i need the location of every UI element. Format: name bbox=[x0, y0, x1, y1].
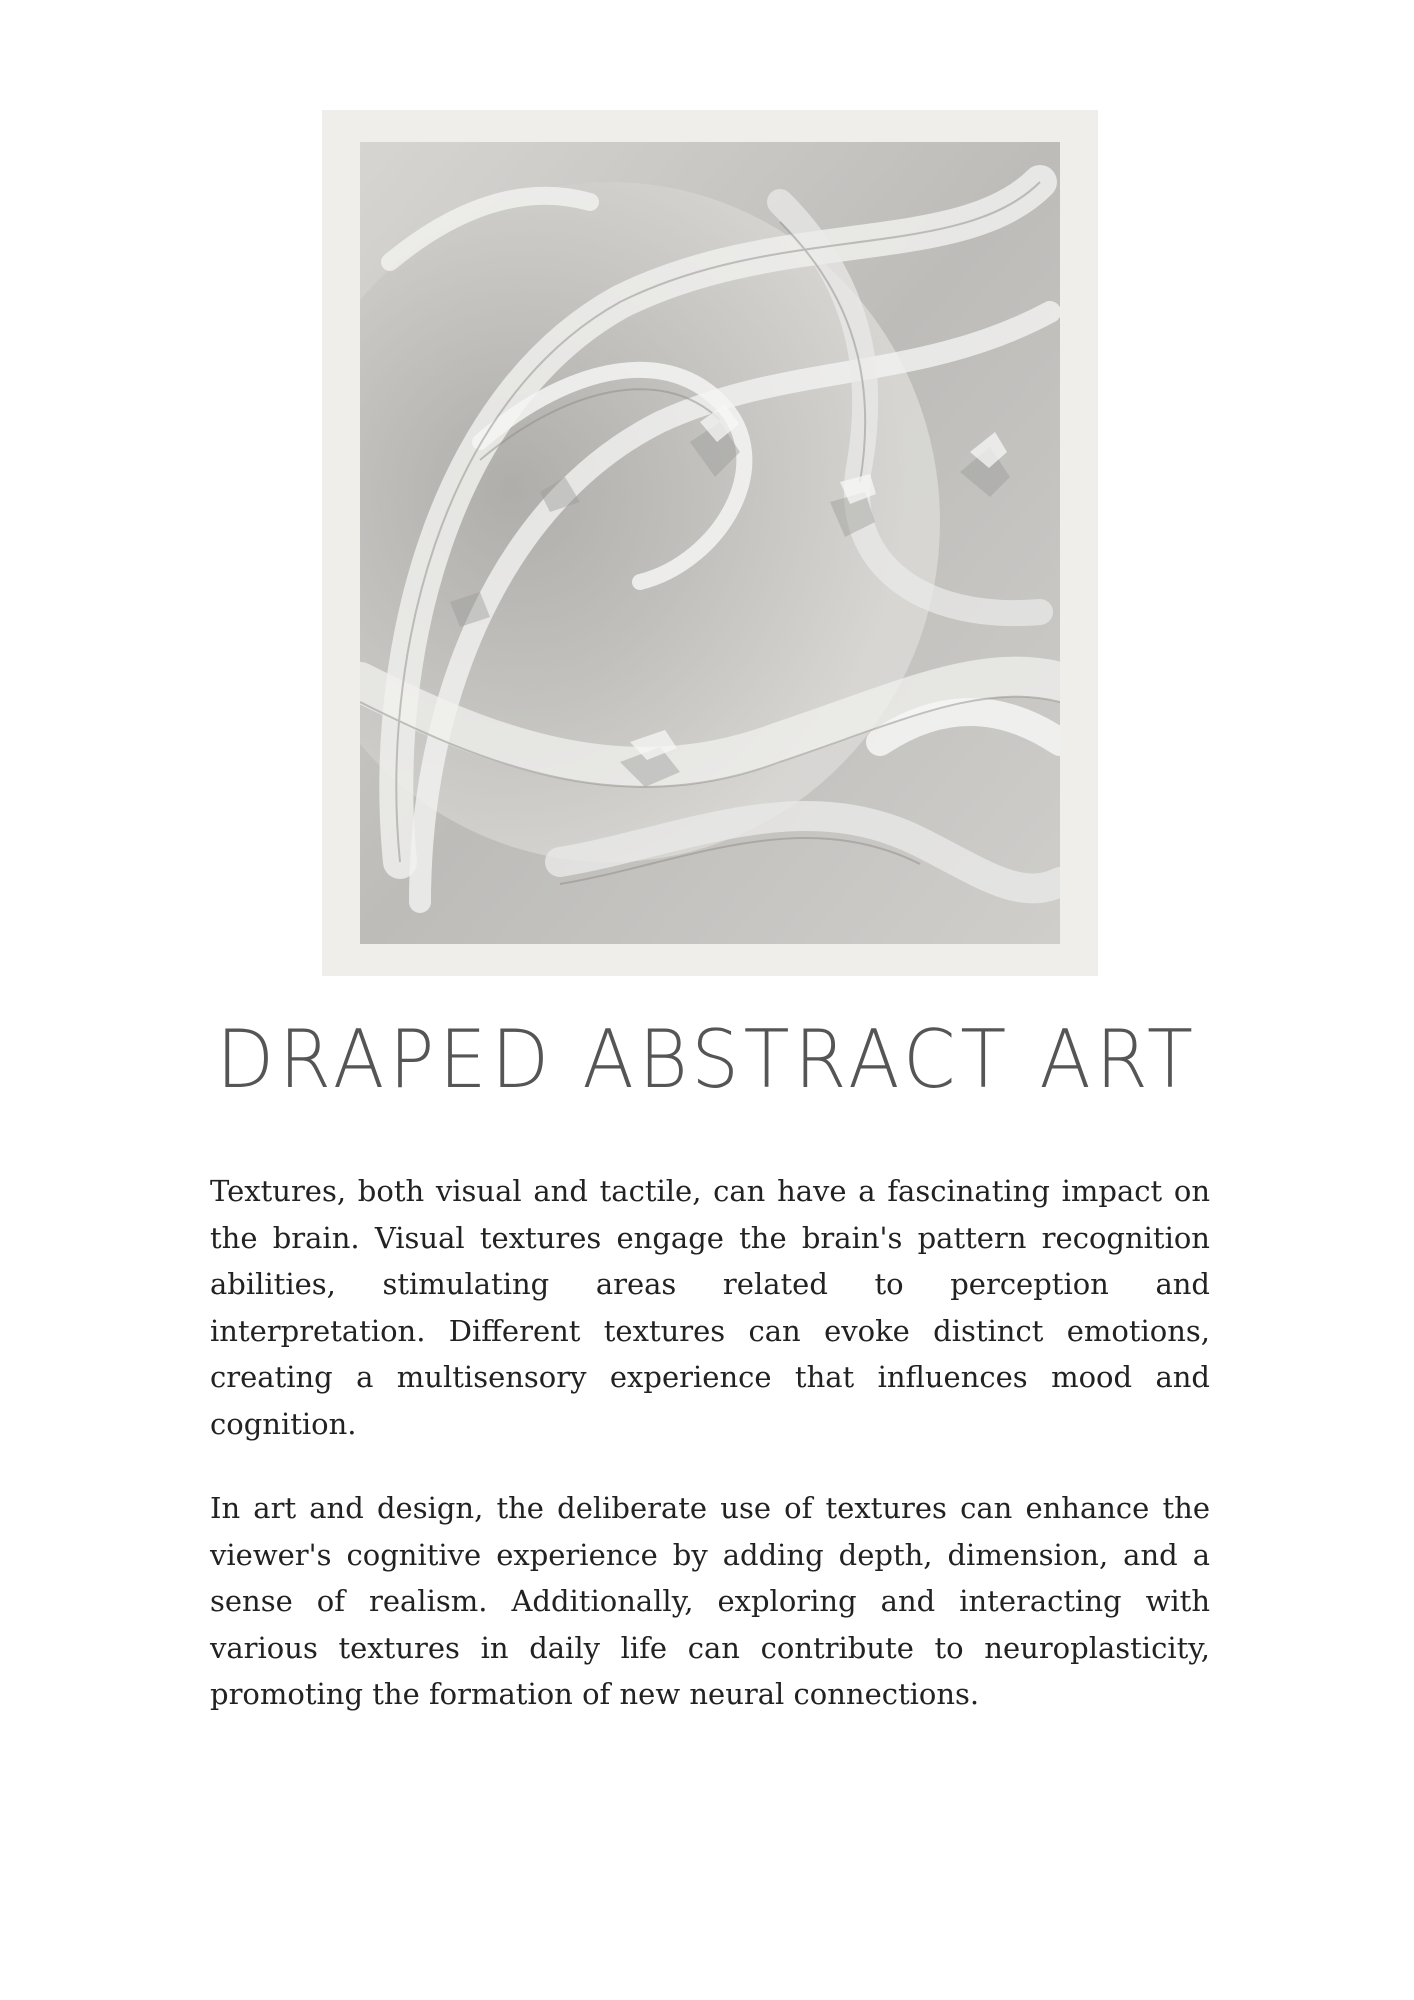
textured-plaster-image bbox=[360, 142, 1060, 944]
page-title: DRAPED ABSTRACT ART bbox=[216, 1013, 1198, 1106]
body-text bbox=[210, 1168, 1210, 1756]
paragraph-1: Textures, both visual and tactile, can have a fascinating impact on the brain. Visual textures engage the brain's pattern recognition abilities, stimulating areas related to perception and interpretation. Different textures can evoke distinct emotions, creating a multisensory experience that influences mood and cognition. bbox=[210, 1174, 1210, 1441]
artwork-frame bbox=[322, 110, 1098, 976]
paragraph-2: In art and design, the deliberate use of textures can enhance the viewer's cognitive experience by adding depth, dimension, and a sense of realism. Additionally, exploring and interacting with various textures in daily life can contribute to neuroplasticity, promoting the formation of new neural connections. bbox=[210, 1491, 1210, 1711]
textured-plaster-artwork bbox=[360, 142, 1060, 944]
